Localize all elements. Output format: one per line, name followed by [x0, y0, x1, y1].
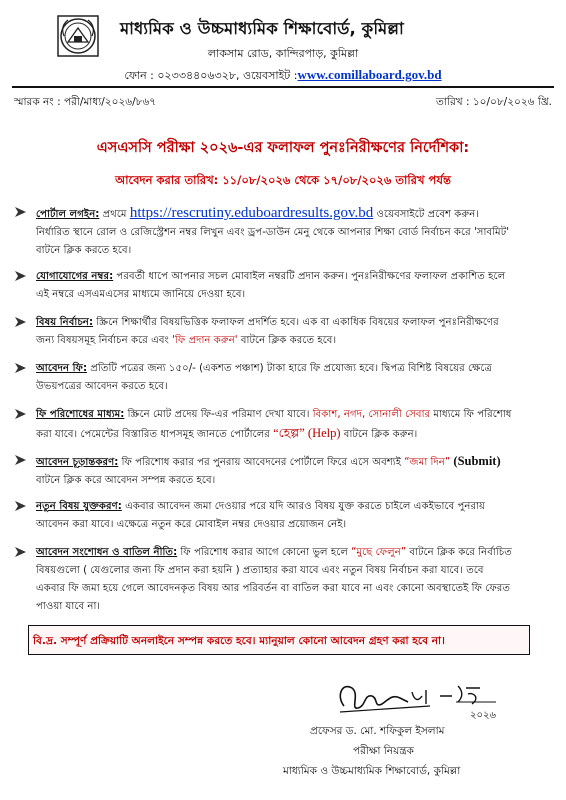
arrow-bullet-icon	[14, 498, 28, 514]
memo-date: তারিখ : ১০/০৮/২০২৬ খ্রি.	[436, 96, 552, 108]
arrow-bullet-icon	[14, 204, 28, 220]
list-item-application-fee: আবেদন ফি: প্রতিটি পত্রের জন্য ১৫০/- (একশত পঞ্চাশ) টাকা হারে ফি প্রযোজ্য হবে। দ্বিপত্র বিশিষ্ট বিষয়ের ক্ষেত্রে উভয়পত্রের আবেদন করতে হবে।	[36, 360, 514, 396]
board-contact	[0, 67, 566, 86]
important-note-box	[28, 625, 530, 655]
board-title: মাধ্যমিক ও উচ্চমাধ্যমিক শিক্ষাবোর্ড, কুমিল্লা	[120, 19, 404, 38]
signatory-office: মাধ্যমিক ও উচ্চমাধ্যমিক শিক্ষাবোর্ড, কুমিল্লা	[283, 765, 461, 777]
board-address: লাকসাম রোড, কান্দিরপাড়, কুমিল্লা	[207, 47, 359, 60]
header-divider	[12, 86, 554, 88]
list-item-application-finalization: আবেদন চূড়ান্তকরণ: ফি পরিশোধ করার পর পুনরায় আবেদনের পোর্টালে ফিরে এসে অবশ্যই “জমা দিন” (Submit) বাটনে ক্লিক করে আবেদন সম্পন্ন করতে হবে।	[36, 452, 514, 490]
arrow-bullet-icon	[14, 406, 28, 422]
item-label: আবেদন সংশোধন ও বাতিল নীতি:	[36, 547, 178, 558]
arrow-bullet-icon	[14, 544, 28, 560]
contact-phone: ফোন : ০২৩৩৪৪০৬৩২৮, ওয়েবসাইট :	[124, 69, 298, 82]
item-label: ফি পরিশোধের মাধ্যম:	[36, 409, 125, 420]
application-deadline: আবেদন করার তারিখ: ১১/০৮/২০২৬ থেকে ১৭/০৮/২০২৬ তারিখ পর্যন্ত	[115, 173, 451, 187]
signatory-designation: পরীক্ষা নিয়ন্ত্রক	[353, 745, 414, 757]
important-note-text: বি.দ্র. সম্পূর্ণ প্রক্রিয়াটি অনলাইনে সম্পন্ন করতে হবে। ম্যানুয়াল কোনো আবেদন গ্রহণ করা হবে না।	[33, 635, 445, 647]
list-item-payment-method: ফি পরিশোধের মাধ্যম: স্ক্রিনে মোট প্রদেয় ফি-এর পরিমাণ দেখা যাবে। বিকাশ, নগদ, সোনালী সেবার মাধ্যমে ফি পরিশোধ করা যাবে। পেমেন্টের বিস্তারিত ধাপসমূহ জানতে পোর্টালের “হেল্প” (Help) বাটনে ক্লিক করুন।	[36, 406, 514, 444]
list-item-correction-cancellation-policy: আবেদন সংশোধন ও বাতিল নীতি: ফি পরিশোধ করার আগে কোনো ভুল হলে “মুছে ফেলুন” বাটনে ক্লিক করে নির্বাচিত বিষয়গুলো ( যেগুলোর জন্য ফি প্রদান করা হয়নি ) প্রত্যাহার করা যাবে এবং নতুন বিষয় নির্বাচন করা যাবে। তবে একবার ফি জমা হয়ে গেলে আবেদনকৃত বিষয় আর পরিবর্তন বা বাতিল করা যাবে না এবং কোনো অবস্থাতেই ফি ফেরত পাওয়া যাবে না।	[36, 544, 514, 616]
arrow-bullet-icon	[14, 314, 28, 330]
signatory-name: প্রফেসর ড. মো. শফিকুল ইসলাম	[310, 725, 445, 737]
notice-heading: এসএসসি পরীক্ষা ২০২৬-এর ফলাফল পুনঃনিরীক্ষণের নির্দেশিকা:	[96, 140, 470, 156]
list-item-add-new-subject: নতুন বিষয় যুক্তকরণ: একবার আবেদন জমা দেওয়ার পরে যদি আরও বিষয় যুক্ত করতে চাইলে একইভাবে পুনরায় আবেদন করা যাবে। এক্ষেত্রে নতুন করে মোবাইল নম্বর দেওয়ার প্রয়োজন নেই।	[36, 498, 514, 534]
item-label: বিষয় নির্বাচন:	[36, 317, 94, 328]
item-label: যোগাযোগের নম্বর:	[36, 271, 114, 282]
item-label: পোর্টাল লগইন:	[36, 209, 100, 220]
item-label: আবেদন চূড়ান্তকরণ:	[36, 457, 119, 468]
arrow-bullet-icon	[14, 268, 28, 284]
website-link[interactable]: www.comillaboard.gov.bd	[297, 67, 442, 82]
list-item-portal-login: পোর্টাল লগইন: প্রথমে https://rescrutiny.eduboardresults.gov.bd ওয়েবসাইটে প্রবেশ করুন। নির্ধারিত স্থানে রোল ও রেজিস্ট্রেশন নম্বর লিখুন এবং ড্রপ-ডাউন মেনু থেকে আপনার শিক্ষা বোর্ড নির্বাচন করে 'সাবমিট' বাটনে ক্লিক করতে হবে।	[36, 204, 514, 260]
list-item-subject-selection: বিষয় নির্বাচন: স্ক্রিনে শিক্ষার্থীর বিষয়ভিত্তিক ফলাফল প্রদর্শিত হবে। এক বা একাধিক বিষয়ের ফলাফল পুনঃনিরীক্ষণের জন্য বিষয়সমূহ নির্বাচন করে এবং 'ফি প্রদান করুন' বাটনে ক্লিক করতে হবে।	[36, 314, 514, 350]
handwritten-signature	[330, 672, 500, 724]
arrow-bullet-icon	[14, 452, 28, 468]
arrow-bullet-icon	[14, 360, 28, 376]
item-label: আবেদন ফি:	[36, 363, 88, 374]
item-label: নতুন বিষয় যুক্তকরণ:	[36, 501, 122, 512]
memo-reference: স্মারক নং : পরী/মাধ্য/২০২৬/৮৬৭	[14, 96, 157, 108]
svg-text:২০২৬: ২০২৬	[470, 710, 497, 721]
list-item-contact-number: যোগাযোগের নম্বর: পরবর্তী ধাপে আপনার সচল মোবাইল নম্বরটি প্রদান করুন। পুনঃনিরীক্ষণের ফলাফল প্রকাশিত হলে এই নম্বরে এসএমএসের মাধ্যমে জানিয়ে দেওয়া হবে।	[36, 268, 514, 304]
rescrutiny-url-link[interactable]: https://rescrutiny.eduboardresults.gov.bd	[129, 205, 374, 221]
